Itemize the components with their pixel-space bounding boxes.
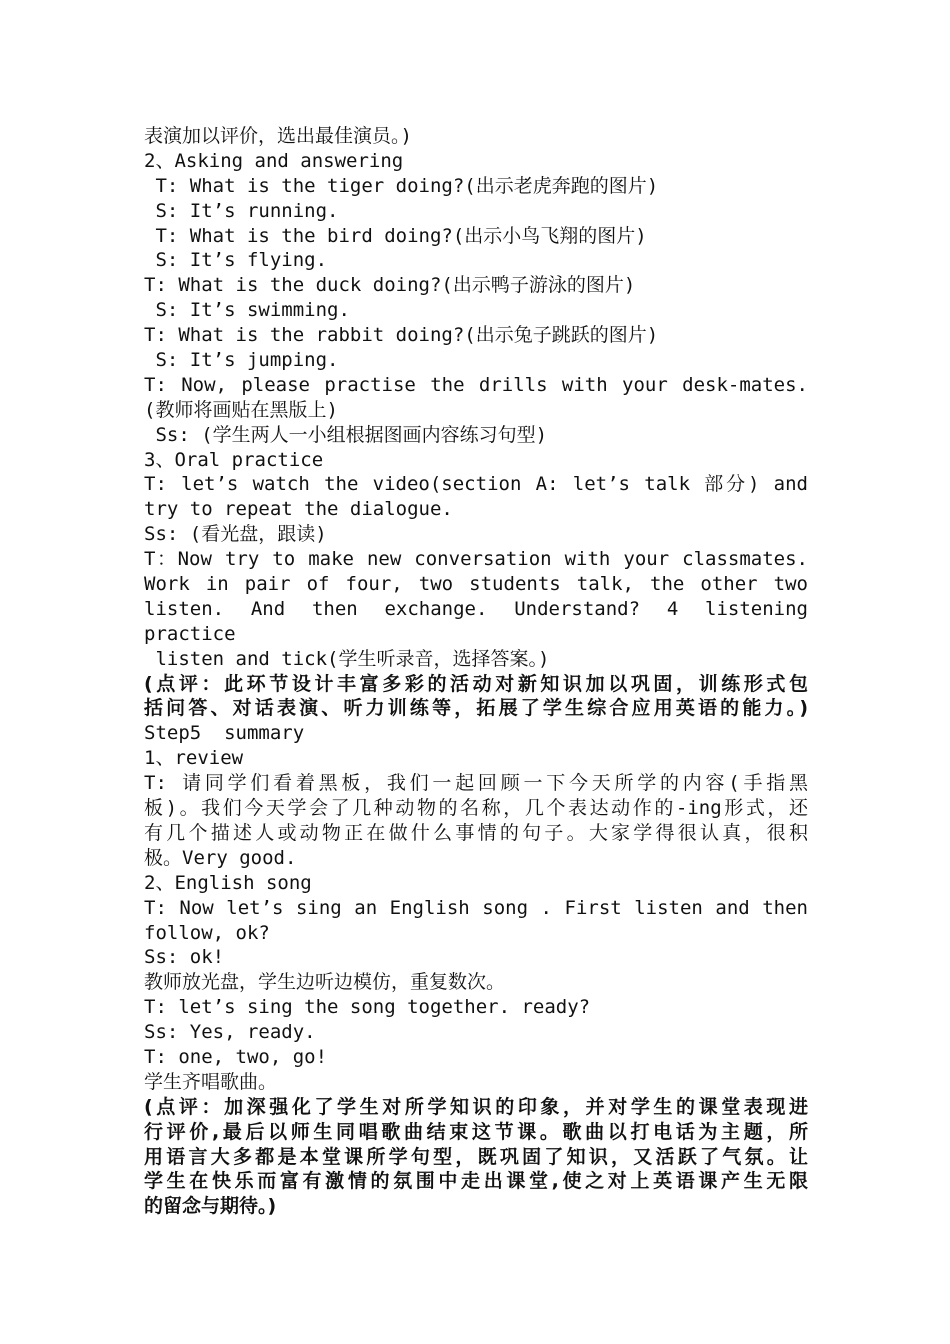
text-line: practice: [144, 622, 236, 645]
text-line: S: It’s swimming.: [144, 299, 350, 322]
text-line: T: What is the duck doing?(出示鸭子游泳的图片): [144, 274, 636, 297]
text-line: T: 请同学们看着黑板，我们一起回顾一下今天所学的内容(手指黑: [144, 772, 808, 795]
text-line: 板)。我们今天学会了几种动物的名称，几个表达动作的-ing形式，还: [144, 797, 808, 820]
text-line: Work in pair of four, two students talk, the other two: [144, 573, 808, 596]
text-line: (点评：加深强化了学生对所学知识的印象，并对学生的课堂表现进: [144, 1095, 808, 1118]
text-line: 用语言大多都是本堂课所学句型，既巩固了知识，又活跃了气氛。让: [144, 1145, 808, 1168]
document-page: [144, 124, 808, 1219]
text-line: T：Now try to make new conversation with your classmates.: [144, 548, 808, 571]
text-line: 学生在快乐而富有激情的氛围中走出课堂,使之对上英语课产生无限: [144, 1170, 808, 1193]
text-line: listen. And then exchange. Understand? 4 listening: [144, 597, 808, 620]
text-line: T: let’s watch the video(section A: let’s talk 部分) and: [144, 473, 808, 496]
text-line: 1、review: [144, 747, 244, 770]
text-line: 的留念与期待。): [144, 1195, 277, 1218]
text-line: T: What is the rabbit doing?(出示兔子跳跃的图片): [144, 324, 659, 347]
text-line: Step5 summary: [144, 722, 305, 745]
text-line: 行评价,最后以师生同唱歌曲结束这节课。歌曲以打电话为主题，所: [144, 1120, 808, 1143]
text-line: 2、Asking and answering: [144, 149, 404, 172]
text-line: T: What is the bird doing?(出示小鸟飞翔的图片): [144, 224, 647, 247]
text-line: 括问答、对话表演、听力训练等，拓展了学生综合应用英语的能力。): [144, 697, 808, 720]
text-line: 有几个描述人或动物正在做什么事情的句子。大家学得很认真，很积: [144, 821, 808, 844]
text-line: Ss: ok!: [144, 946, 225, 969]
text-line: S: It’s flying.: [144, 249, 328, 272]
text-line: 3、Oral practice: [144, 448, 324, 471]
text-line: Ss: (学生两人一小组根据图画内容练习句型): [144, 423, 548, 446]
text-line: S: It’s jumping.: [144, 349, 339, 372]
text-line: 表演加以评价，选出最佳演员。): [144, 125, 412, 147]
text-line: 学生齐唱歌曲。: [144, 1070, 278, 1093]
text-line: S: It’s running.: [144, 199, 339, 222]
text-line: 教师放光盘，学生边听边模仿，重复数次。: [144, 971, 506, 994]
text-line: try to repeat the dialogue.: [144, 498, 453, 521]
text-line: (教师将画贴在黑版上): [144, 398, 338, 421]
text-line: Ss: Yes, ready.: [144, 1021, 316, 1044]
text-line: T: What is the tiger doing?(出示老虎奔跑的图片): [144, 174, 659, 197]
text-line: 极。Very good.: [144, 846, 297, 869]
text-line: T: Now, please practise the drills with your desk-mates.: [144, 373, 808, 396]
text-line: follow, ok?: [144, 921, 270, 944]
text-line: 2、English song: [144, 871, 312, 894]
text-line: T: let’s sing the song together. ready?: [144, 996, 591, 1019]
text-line: T: Now let’s sing an English song . First listen and then: [144, 896, 808, 919]
text-line: T: one, two, go!: [144, 1045, 328, 1068]
text-line: (点评：此环节设计丰富多彩的活动对新知识加以巩固，训练形式包: [144, 672, 808, 695]
text-line: listen and tick(学生听录音，选择答案。): [144, 647, 550, 670]
text-line: Ss: (看光盘，跟读): [144, 523, 327, 546]
